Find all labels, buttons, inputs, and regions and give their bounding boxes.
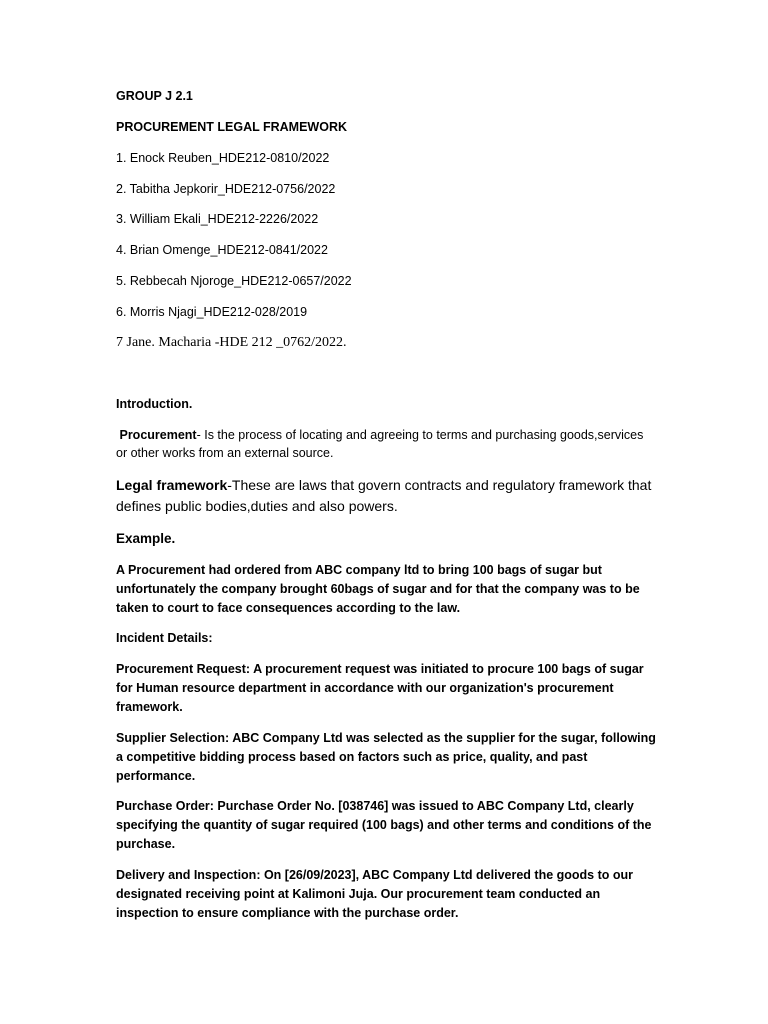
procurement-definition: [116, 426, 656, 462]
member-item: 4. Brian Omenge_HDE212-0841/2022: [116, 243, 328, 257]
procurement-term: Procurement: [119, 428, 197, 442]
introduction-heading: Introduction.: [116, 397, 193, 411]
supplier-selection-paragraph: Supplier Selection: ABC Company Ltd was selected as the supplier for the sugar, following a competitive bidding process based on factors such as price, quality, and past performance.: [116, 731, 656, 783]
example-heading: Example.: [116, 531, 176, 546]
incident-heading: Incident Details:: [116, 631, 213, 645]
legal-framework-term: Legal framework: [116, 477, 228, 493]
member-item: 2. Tabitha Jepkorir_HDE212-0756/2022: [116, 182, 336, 196]
delivery-inspection-paragraph: Delivery and Inspection: On [26/09/2023], ABC Company Ltd delivered the goods to our designated receiving point at Kalimoni Juja. Our procurement team conducted an inspection to ensure compliance with the purchase order.: [116, 868, 633, 920]
example-text: A Procurement had ordered from ABC company ltd to bring 100 bags of sugar but unfortunately the company brought 60bags of sugar and for that the company was to be taken to court to face consequences according to the law.: [116, 563, 640, 615]
procurement-definition-text: - Is the process of locating and agreeing to terms and purchasing goods,services or other works from an external source.: [116, 428, 644, 460]
procurement-request-paragraph: Procurement Request: A procurement request was initiated to procure 100 bags of sugar for Human resource department in accordance with our organization's procurement framework.: [116, 662, 644, 714]
group-heading: GROUP J 2.1: [116, 89, 193, 103]
member-item: 3. William Ekali_HDE212-2226/2022: [116, 212, 319, 226]
member-item: 6. Morris Njagi_HDE212-028/2019: [116, 305, 308, 319]
legal-framework-definition: [116, 475, 656, 517]
purchase-order-paragraph: Purchase Order: Purchase Order No. [038746] was issued to ABC Company Ltd, clearly specifying the quantity of sugar required (100 bags) and other terms and conditions of the purchase.: [116, 799, 652, 851]
document-title: PROCUREMENT LEGAL FRAMEWORK: [116, 120, 348, 134]
member-item: 7 Jane. Macharia -HDE 212 _0762/2022.: [116, 335, 347, 350]
member-item: 1. Enock Reuben_HDE212-0810/2022: [116, 151, 330, 165]
member-item: 5. Rebbecah Njoroge_HDE212-0657/2022: [116, 274, 352, 288]
legal-framework-definition-text: -These are laws that govern contracts and regulatory framework that defines public bodies,duties and also powers.: [116, 477, 652, 514]
